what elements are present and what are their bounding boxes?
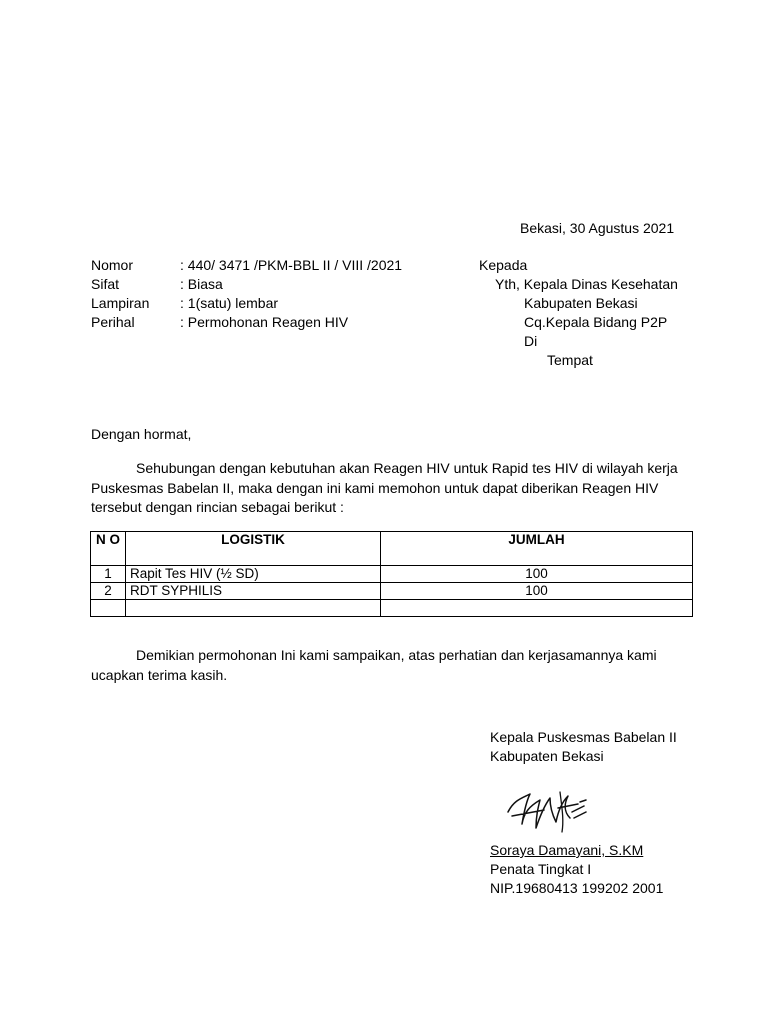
recipient-tempat: Tempat — [547, 352, 593, 368]
signature-title: Kepala Puskesmas Babelan II — [490, 729, 677, 745]
place-date: Bekasi, 30 Agustus 2021 — [520, 220, 675, 236]
table-header-row — [91, 532, 693, 566]
meta-label-lampiran: Lampiran — [91, 295, 150, 311]
signature-region: Kabupaten Bekasi — [490, 748, 604, 764]
recipient-kepada: Kepada — [479, 257, 528, 273]
header-jumlah: JUMLAH — [381, 532, 693, 566]
cell-jumlah — [381, 600, 693, 617]
meta-label-perihal: Perihal — [91, 314, 135, 330]
meta-value-nomor: : 440/ 3471 /PKM-BBL II / VIII /2021 — [180, 257, 403, 273]
signatory-rank: Penata Tingkat I — [490, 861, 592, 877]
cell-logistik: RDT SYPHILIS — [126, 583, 381, 600]
closing-paragraph — [91, 646, 691, 685]
table-row — [91, 600, 693, 617]
table-row — [91, 566, 693, 583]
meta-value-sifat: : Biasa — [180, 276, 223, 292]
signatory-name: Soraya Damayani, S.KM — [490, 842, 644, 858]
logistics-table — [90, 531, 693, 617]
closing-paragraph-text: Demikian permohonan Ini kami sampaikan, atas perhatian dan kerjasamannya kami ucapkan terima kasih. — [91, 647, 657, 683]
header-no: N O — [91, 532, 126, 566]
meta-value-perihal: : Permohonan Reagen HIV — [180, 314, 349, 330]
cell-jumlah: 100 — [381, 566, 693, 583]
recipient-di: Di — [524, 333, 538, 349]
cell-no: 2 — [91, 583, 126, 600]
meta-label-nomor: Nomor — [91, 257, 134, 273]
handwritten-signature — [500, 772, 600, 838]
cell-logistik — [126, 600, 381, 617]
meta-label-sifat: Sifat — [91, 276, 120, 292]
signatory-nip: NIP.19680413 199202 2001 — [490, 880, 664, 896]
cell-no: 1 — [91, 566, 126, 583]
body-paragraph — [91, 459, 691, 518]
header-logistik: LOGISTIK — [126, 532, 381, 566]
salutation: Dengan hormat, — [91, 426, 192, 442]
table-row — [91, 583, 693, 600]
cell-no — [91, 600, 126, 617]
recipient-yth: Yth, Kepala Dinas Kesehatan — [495, 276, 678, 292]
cell-logistik: Rapit Tes HIV (½ SD) — [126, 566, 381, 583]
recipient-cq: Cq.Kepala Bidang P2P — [524, 314, 668, 330]
body-paragraph-text: Sehubungan dengan kebutuhan akan Reagen HIV untuk Rapid tes HIV di wilayah kerja Puskesmas Babelan II, maka dengan ini kami memohon untuk dapat diberikan Reagen HIV tersebut dengan rincian sebagai berikut : — [91, 460, 678, 515]
cell-jumlah: 100 — [381, 583, 693, 600]
recipient-kabupaten: Kabupaten Bekasi — [524, 295, 638, 311]
meta-value-lampiran: : 1(satu) lembar — [180, 295, 279, 311]
